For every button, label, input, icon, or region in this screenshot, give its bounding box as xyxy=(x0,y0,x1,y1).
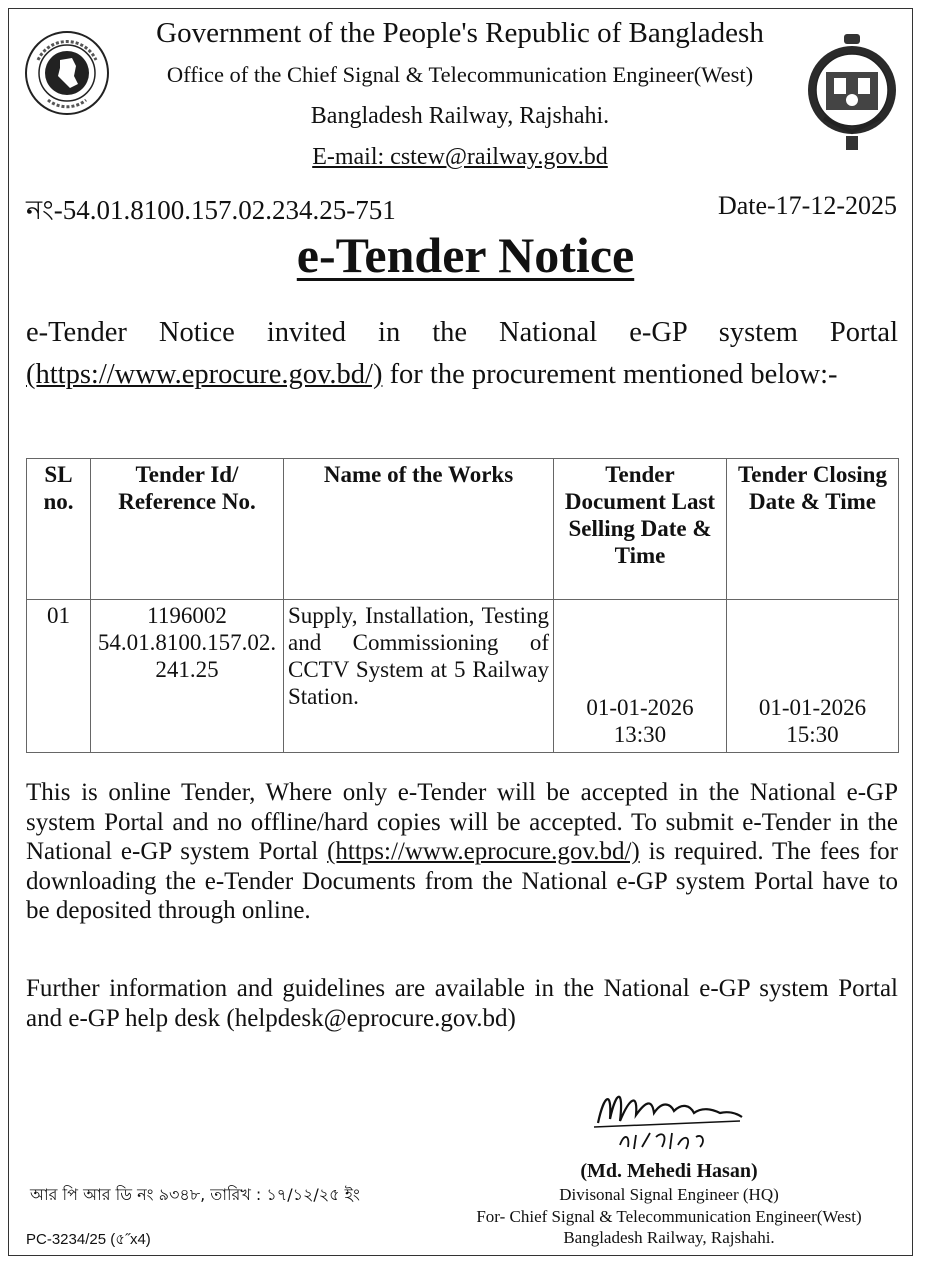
pc-code: PC-3234/25 (৫˝x4) xyxy=(26,1231,151,1248)
closing-date: 01-01-2026 xyxy=(758,695,867,720)
memo-number: নং-54.01.8100.157.02.234.25-751 xyxy=(26,195,396,225)
office-title: Office of the Chief Signal & Telecommunication Engineer(West) xyxy=(166,62,754,87)
notice-date: Date-17-12-2025 xyxy=(717,191,897,220)
intro-tail: for the procurement mentioned below:- xyxy=(382,359,838,390)
table-row xyxy=(27,600,899,753)
tender-table xyxy=(26,458,899,753)
railway-seal-icon xyxy=(804,32,900,152)
body1-part2: is required. The fees for downloading the e-Tender Documents from the National e-GP system Portal have to be deposited through online. xyxy=(26,838,898,924)
cell-sl: 01 xyxy=(27,600,91,753)
closing-time: 15:30 xyxy=(786,722,839,747)
signature-icon xyxy=(590,1075,750,1155)
online-tender-paragraph xyxy=(26,778,898,926)
intro-paragraph xyxy=(26,312,898,396)
reference-no: 54.01.8100.157.02.241.25 xyxy=(97,630,277,682)
col-sl-no: SL no. xyxy=(27,459,91,600)
further-info-paragraph: Further information and guidelines are available in the National e-GP system Portal and e-GP help desk (helpdesk@eprocure.gov.bd) xyxy=(26,975,898,1032)
cell-closing-date xyxy=(727,600,899,753)
government-seal-icon xyxy=(24,30,110,116)
cell-work: Supply, Installation, Testing and Commissioning of CCTV System at 5 Railway Station. xyxy=(284,600,554,753)
cell-selling-date xyxy=(554,600,727,753)
col-name-of-works: Name of the Works xyxy=(284,459,554,600)
col-last-selling: Tender Document Last Selling Date & Time xyxy=(554,459,727,600)
notice-title: e-Tender Notice xyxy=(296,227,635,283)
government-title: Government of the People's Republic of Bangladesh xyxy=(156,17,764,49)
rpr-note: আর পি আর ডি নং ৯৩৪৮, তারিখ : ১৭/১২/২৫ ইং xyxy=(30,1185,360,1204)
signer-name: (Md. Mehedi Hasan) xyxy=(580,1160,758,1182)
col-tender-id: Tender Id/ Reference No. xyxy=(91,459,284,600)
signer-designation: Divisonal Signal Engineer (HQ) xyxy=(559,1185,779,1204)
cell-tender-id xyxy=(91,600,284,753)
selling-date: 01-01-2026 xyxy=(586,695,694,720)
body1-part1: This is online Tender, Where only e-Tender will be accepted in the National e-GP system Portal and no offline/hard copies will be accepted. To submit e-Tender in the National e-GP system Portal xyxy=(26,779,898,865)
organization-title: Bangladesh Railway, Rajshahi. xyxy=(310,103,610,129)
table-header-row xyxy=(27,459,899,600)
eprocure-link-2[interactable]: (https://www.eprocure.gov.bd/) xyxy=(327,838,640,865)
eprocure-link[interactable]: (https://www.eprocure.gov.bd/) xyxy=(26,359,383,390)
tender-id: 1196002 xyxy=(147,603,227,628)
email-address: E-mail: cstew@railway.gov.bd xyxy=(312,144,608,170)
signer-organization: Bangladesh Railway, Rajshahi. xyxy=(563,1228,775,1247)
intro-lead: e-Tender Notice invited in the National e-GP system Portal xyxy=(26,317,898,348)
signer-on-behalf: For- Chief Signal & Telecommunication Engineer(West) xyxy=(476,1207,862,1226)
selling-time: 13:30 xyxy=(613,722,667,747)
notice-title-wrap xyxy=(0,226,931,284)
col-closing: Tender Closing Date & Time xyxy=(727,459,899,600)
